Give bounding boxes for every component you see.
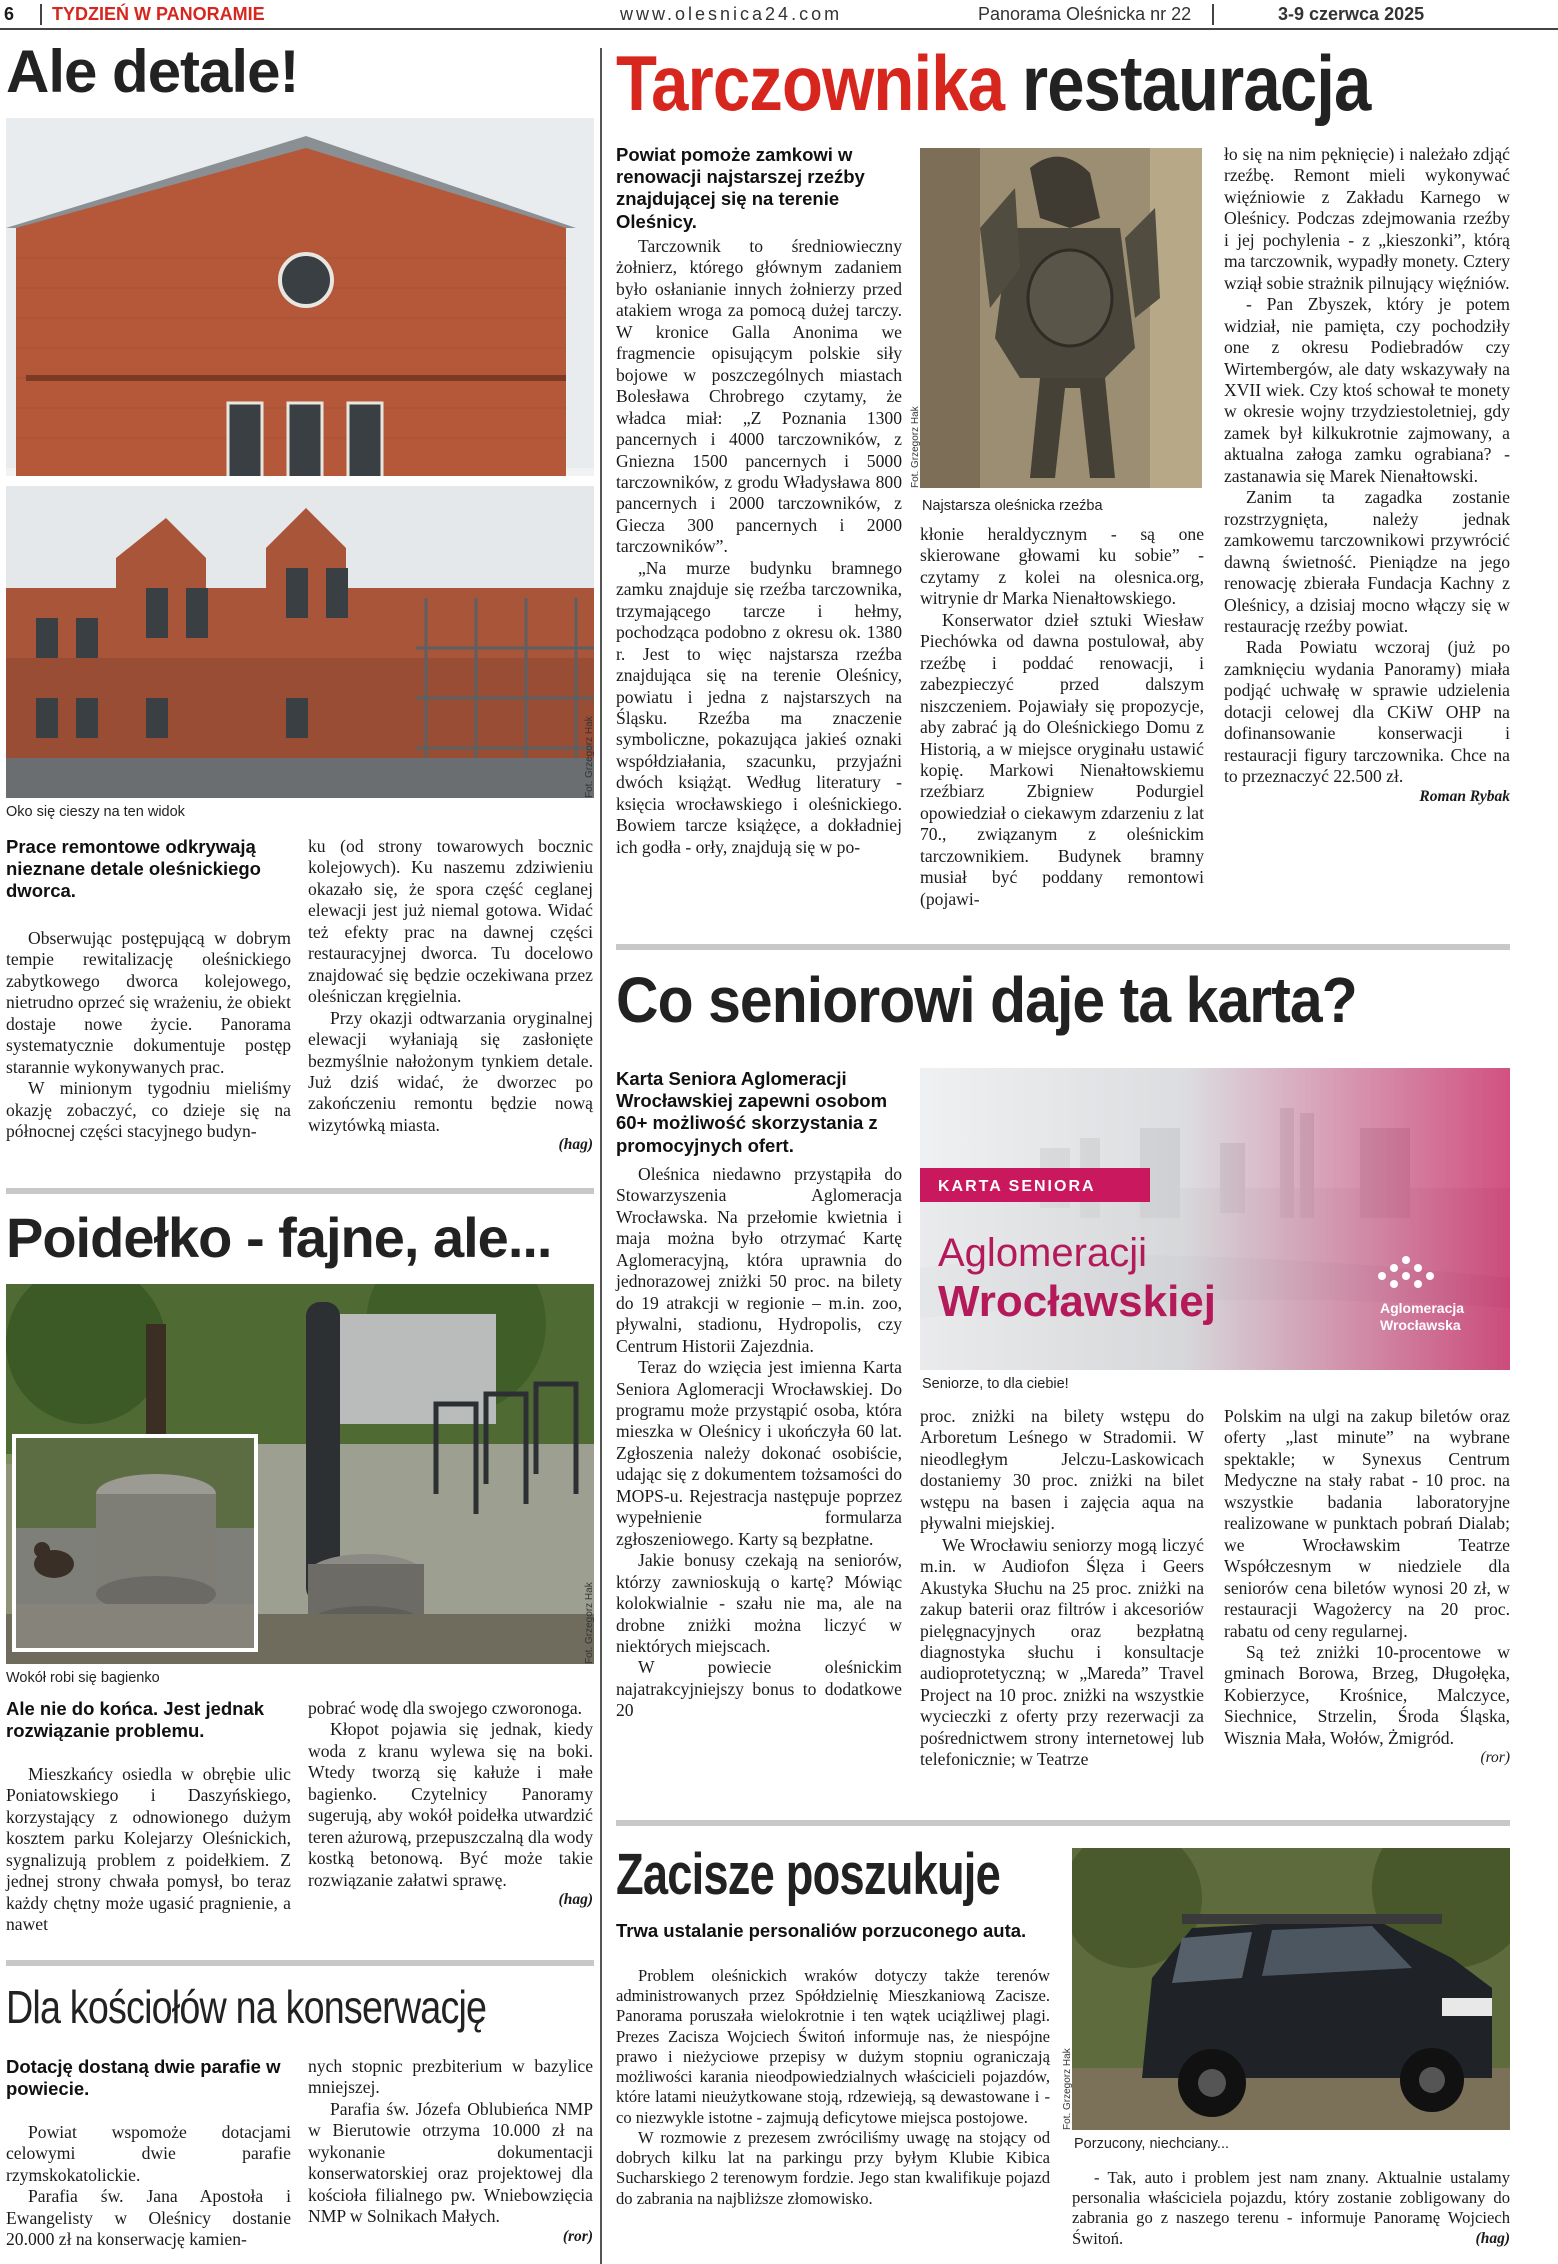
article6-photo-credit: Fot. Grzegorz Hak bbox=[1062, 2048, 1073, 2130]
article5-photo-caption: Seniorze, to dla ciebie! bbox=[922, 1376, 1069, 1392]
paragraph: W powiecie oleśnickim najatrakcyjniejszy bonus to dodatkowe 20 bbox=[616, 1657, 902, 1721]
article5-col2 bbox=[920, 1406, 1204, 1771]
column-divider bbox=[600, 48, 602, 2264]
paragraph: Oleśnica niedawno przystąpiła do Stowarzyszenia Aglomeracja Wrocławska. Na przełomie kwietnia i maja można było otrzymać Kartę Aglomeracyjną, która uprawnia do jednorazowej zniżki 50 proc. na bilety do 19 atrakcji w regionie – m.in. zoo, pływalni, stadionu, Hydropolis, czy Centrum Historii Zajezdnia. bbox=[616, 1164, 902, 1356]
article2-photo-credit: Fot. Grzegorz Hak bbox=[584, 1582, 595, 1664]
banner-logo-line2: Wrocławska bbox=[1380, 1317, 1461, 1333]
article6-signature: (hag) bbox=[1475, 2229, 1510, 2247]
paragraph: ku (od strony towarowych bocznic kolejowych). Ku naszemu zdziwieniu okazało się, że spora część ceglanej elewacji jest już niemal gotowa. Widać też efekty prac na dawnej części restauracyjnej dworca. Tu docelowo znajdować się będzie oczekiwana przez oleśniczan kręgielnia. bbox=[308, 836, 593, 1007]
paragraph: Powiat wspomoże dotacjami celowymi dwie parafie rzymskokatolickie. bbox=[6, 2122, 291, 2185]
article4-photo-caption: Najstarsza oleśnicka rzeźba bbox=[922, 498, 1103, 514]
banner-line2: Wrocławskiej bbox=[938, 1277, 1216, 1326]
paragraph: Mieszkańcy osiedla w obrębie ulic Poniatowskiego i Daszyńskiego, korzystający z odnowionego dużym kosztem parku Kolejarzy Oleśnickich, sygnalizują problem z poidełkiem. Z jednej strony chwała pomysł, bo teraz każdy chętny może ugasić pragnienie, a nawet bbox=[6, 1764, 291, 1935]
paragraph: Rada Powiatu wczoraj (już po zamknięciu wydania Panoramy) miała podjąć uchwałę w sprawie udzielenia dotacji celowej dla CKiW OHP na dofinansowanie konserwacji i restauracji figury tarczownika. Chce na to przeznaczyć 22.500 zł. bbox=[1224, 637, 1510, 787]
paragraph: „Na murze budynku bramnego zamku znajduje się rzeźba tarczownika, trzymającego tarcze i hełmy, pochodząca podobno z okresu ok. 1380 r. Jest to więc najstarsza rzeźba znajdująca się na terenie Oleśnicy, powiatu i jedna z najstarszych na Śląsku. Rzeźba ma znaczenie symboliczne, pokazująca jakieś oznaki współdziałania, szacunku, przyjaźni dwóch książąt. Według literatury - księcia wrocławskiego i oleśnickiego. Bowiem tarcze książęce, a dokładniej ich godła - orły, znajdują się w po- bbox=[616, 557, 902, 857]
article5-title: Co seniorowi daje ta karta? bbox=[616, 964, 1357, 1036]
paragraph: - Tak, auto i problem jest nam znany. Aktualnie ustalamy personalia właściciela pojazdu, który zostanie zobligowany do zabrania go z naszego terenu - informuje Panoramę Wojciech Świtoń. bbox=[1072, 2168, 1510, 2248]
paragraph: Konserwator dzieł sztuki Wiesław Piechówka od dawna postulował, aby rzeźbę i poddać renowacji, i zabezpieczyć przed dalszym niszczeniem. Pojawiały się propozycje, aby zabrać ją do Oleśnickiego Domu z Historią, a w miejsce oryginału ustawić kopię. Markowi Nienałtowskiemu rzeźbiarz Zbigniew Podurgiel opowiedział o ciekawym zdarzeniu z lat 70., związanym z oleśnickim tarczownikiem. Budynek bramny musiał być poddany remontowi (pojawi- bbox=[920, 609, 1204, 909]
article1-lead: Prace remontowe odkrywają nieznane detale oleśnickiego dworca. bbox=[6, 836, 261, 902]
article3-col1 bbox=[6, 2122, 291, 2251]
paragraph: Kłopot pojawia się jednak, kiedy woda z kranu wylewa się na boki. Wtedy tworzą się kałuże i małe bagienko. Czytelnicy Panoramy sugerują, aby wokół poidełka utwardzić teren ażurową, przepuszczalną dla wody kostką betonową. Być może takie rozwiązanie załatwi sprawę. bbox=[308, 1719, 593, 1890]
paragraph: We Wrocławiu seniorzy mogą liczyć m.in. w Audiofon Ślęza i Geers Akustyka Słuchu na 25 proc. zniżki na zakup baterii oraz filtrów i akcesoriów pielęgnacyjnych oraz bezpłatną diagnostyka słuchu i konsultacje audioprotetyczną; w „Mareda” Travel Project na 10 proc. zniżki na wszystkie wycieczki z oferty przy rezerwacji za pośrednictwem strony internetowej lub telefonicznie; w Teatrze bbox=[920, 1534, 1204, 1770]
article4-photo bbox=[920, 148, 1202, 488]
article5-signature: (ror) bbox=[1480, 1749, 1510, 1767]
article2-signature: (hag) bbox=[558, 1891, 593, 1909]
paragraph: nych stopnic prezbiterium w bazylice mniejszej. bbox=[308, 2056, 593, 2098]
paragraph: Parafia św. Jana Apostoła i Ewangelisty w Oleśnicy dostanie 20.000 zł na konserwację kamien- bbox=[6, 2186, 291, 2250]
paragraph: Tarczownik to średniowieczny żołnierz, którego głównym zadaniem było osłanianie innych żołnierzy przed atakiem wroga za pomocą dużej tarczy. W kronice Galla Anonima we fragmencie opisującym polskie siły bojowe w poszczególnych miastach Bolesława Chrobrego czytamy, że władca miał: „Z Poznania 1300 pancernych i 4000 tarczowników, z Gniezna 1500 pancernych i 5000 tarczowników, z grodu Władysława 800 pancernych i 2000 tarczowników, z Giecza 300 pancernych i 2000 tarczowników”. bbox=[616, 236, 902, 557]
site-url[interactable]: www.olesnica24.com bbox=[620, 4, 843, 24]
article1-col2 bbox=[308, 836, 593, 1155]
section-name: TYDZIEŃ W PANORAMIE bbox=[40, 4, 265, 25]
article2-col1 bbox=[6, 1764, 291, 1936]
article4-title bbox=[616, 39, 1371, 127]
article3-col2 bbox=[308, 2056, 593, 2247]
article1-col1 bbox=[6, 928, 291, 1143]
article5-lead: Karta Seniora Aglomeracji Wrocławskiej zapewni osobom 60+ możliwość skorzystania z promocyjnych ofert. bbox=[616, 1068, 888, 1156]
paragraph: W rozmowie z prezesem zwróciliśmy uwagę na stojący od dobrych kilku lat na parkingu przy byłym Klubie Kibica Sucharskiego 2 terenowym fordzie. Jego stan kwalifikuje pojazd do zabrania na najbliższe złomowisko. bbox=[616, 2127, 1050, 2208]
issue-date: 3-9 czerwca 2025 bbox=[1212, 4, 1542, 25]
section-rule bbox=[6, 1188, 594, 1194]
article4-title-red: Tarczownika bbox=[616, 39, 1005, 127]
article2-photo bbox=[6, 1284, 594, 1664]
paragraph: kłonie heraldycznym - są one skierowane głowami ku sobie” - czytamy z kolei na olesnica.org, witrynie dr Marka Nienałtowskiego. bbox=[920, 524, 1204, 609]
article3-title: Dla kościołów na konserwację bbox=[6, 1981, 487, 2033]
paragraph: Teraz do wzięcia jest imienna Karta Seniora Aglomeracji Wrocławskiej. Do programu może przystąpić osoba, która mieszka w Oleśnicy i ukończyła 60 lat. Zgłoszenia należy dokonać osobiście, udając się z dokumentem tożsamości do MOPS-u. Rejestracja następuje poprzez wypełnienie formularza zgłoszeniowego. Karty są bezpłatne. bbox=[616, 1357, 902, 1549]
article6-title: Zacisze poszukuje bbox=[616, 1842, 1000, 1907]
banner-line1: Aglomeracji bbox=[938, 1231, 1147, 1275]
article4-signature: Roman Rybak bbox=[1419, 787, 1510, 805]
article5-col1 bbox=[616, 1164, 902, 1722]
paragraph: Obserwując postępującą w dobrym tempie rewitalizację oleśnickiego zabytkowego dworca kolejowego, nietrudno oprzeć się wrażeniu, że obiekt dostaje nowe życie. Panorama systematycznie dokumentuje postęp starannie wykonywanych prac. bbox=[6, 928, 291, 1077]
paragraph: Są też zniżki 10-procentowe w gminach Borowa, Brzeg, Długołęka, Kobierzyce, Krośnice, Malczyce, Siechnice, Strzelin, Środa Śląska, Wisznia Mała, Wołów, Żmigród. bbox=[1224, 1641, 1510, 1748]
paragraph: - Pan Zbyszek, który je potem widział, nie pamięta, czy pochodziły one z okresu Podiebradów czy Wirtembergów, ale daty wskazywały na XVII wiek. Czy ktoś schował te monety w okresie wojny trzydziestoletniej, gdy zamek był kilkukrotnie zajmowany, a aktualna załoga zamku ograbiana? - zastanawia się Marek Nienałtowski. bbox=[1224, 294, 1510, 486]
article4-lead: Powiat pomoże zamkowi w renowacji najstarszej rzeźby znajdującej się na terenie Oleśnicy. bbox=[616, 144, 865, 232]
article1-photo bbox=[6, 118, 594, 798]
article2-title: Poidełko - fajne, ale... bbox=[6, 1206, 552, 1269]
issue-label: Panorama Oleśnicka nr 22 bbox=[978, 4, 1192, 24]
paragraph: ło się na nim pęknięcie) i należało zdjąć rzeźbę. Remont mieli wykonywać więźniowie z Zakładu Karnego w Oleśnicy. Podczas zdejmowania rzeźby i jej pochylenia - z „kieszonki”, którą ma tarczownik, wypadły monety. Cztery wziął sobie strażnik pilnujący więźniów. bbox=[1224, 144, 1510, 293]
article6-col2 bbox=[1072, 2168, 1510, 2249]
article6-col1 bbox=[616, 1966, 1050, 2209]
article5-col3 bbox=[1224, 1406, 1510, 1768]
section-rule bbox=[616, 944, 1510, 950]
article1-photo-caption: Oko się cieszy na ten widok bbox=[6, 804, 185, 820]
article4-col2 bbox=[920, 524, 1204, 910]
paragraph: Problem oleśnickich wraków dotyczy także terenów administrowanych przez Spółdzielnię Mieszkaniową Zacisze. Panorama poruszała wielokrotnie i ten wątek uciążliwej plagi. Prezes Zacisza Wojciech Świtoń informuje nas, że niespójne prawo i nieżyciowe przepisy w dużym stopniu ograniczają możliwości karania nieodpowiedzialnych właścicieli pojazdów, które latami nieużytkowane stoją, rdzewieją, są dewastowane i - co niezwykle istotne - zajmują deficytowe miejsca postojowe. bbox=[616, 1966, 1050, 2127]
paragraph: Jakie bonusy czekają na seniorów, którzy zawnioskują o kartę? Mówiąc kolokwialnie - szału nie ma, ale na drobne zniżki można liczyć w niektórych miejscach. bbox=[616, 1550, 902, 1656]
article4-title-rest: restauracja bbox=[1021, 39, 1371, 127]
article1-signature: (hag) bbox=[558, 1136, 593, 1154]
article4-col3 bbox=[1224, 144, 1510, 807]
paragraph: Przy okazji odtwarzania oryginalnej elewacji wyłaniają się zasłonięte bezmyślnie nałożonym tynkiem detale. Już dziś widać, że dworzec po zakończeniu remontu będzie nową wizytówką miasta. bbox=[308, 1007, 593, 1135]
page-header bbox=[0, 0, 1558, 30]
paragraph: Polskim na ulgi na zakup biletów oraz oferty „last minute” na wybrane spektakle; w Synexus Centrum Medyczne na stały rabat - 10 proc. na wszystkie badania laboratoryjne realizowane w punktach pobrań Dialab; we Wrocławskim Teatrze Współczesnym w niedziele dla seniorów cena biletów wynosi 20 zł, w restauracji Wagożercy na 20 proc. rabatu od ceny regularnej. bbox=[1224, 1406, 1510, 1641]
paragraph: pobrać wodę dla swojego czworonoga. bbox=[308, 1698, 583, 1718]
article4-col1 bbox=[616, 236, 902, 858]
section-rule bbox=[616, 1820, 1510, 1826]
article3-signature: (ror) bbox=[562, 2227, 593, 2245]
article1-photo-credit: Fot. Grzegorz Hak bbox=[584, 716, 595, 798]
banner-logo-line1: Aglomeracja bbox=[1380, 1300, 1465, 1316]
article4-photo-credit: Fot. Grzegorz Hak bbox=[910, 406, 921, 488]
banner-badge-text: KARTA SENIORA bbox=[938, 1178, 1096, 1195]
article2-col2 bbox=[308, 1698, 593, 1910]
paragraph: W minionym tygodniu mieliśmy okazję zobaczyć, co dzieje się na północnej części stacyjnego budyn- bbox=[6, 1078, 291, 1142]
page-number: 6 bbox=[4, 4, 15, 24]
paragraph: Zanim ta zagadka zostanie rozstrzygnięta, należy jednak zamkowemu tarczownikowi przywrócić dawną świetność. Pieniądze na jego renowację zbierała Fundacja Kachny z Oleśnicy, a dzisiaj mocno włączy się w restaurację rzeźby powiat. bbox=[1224, 487, 1510, 636]
paragraph: proc. zniżki na bilety wstępu do Arboretum Leśnego w Stradomii. W nieodległym Jelczu-Laskowicach dostaniemy 30 proc. zniżki na bilet wstępu na basen i zajęcia aqua na pływalni miejskiej. bbox=[920, 1406, 1204, 1534]
article3-lead: Dotację dostaną dwie parafie w powiecie. bbox=[6, 2056, 281, 2100]
article2-lead: Ale nie do końca. Jest jednak rozwiązanie problemu. bbox=[6, 1698, 265, 1742]
paragraph: Parafia św. Józefa Oblubieńca NMP w Bierutowie otrzyma 10.000 zł na wykonanie dokumentacji konserwatorskiej oraz projektowej dla kościoła filialnego pw. Wniebowzięcia NMP w Solnikach Małych. bbox=[308, 2098, 593, 2227]
article1-title: Ale detale! bbox=[6, 38, 299, 105]
article5-banner bbox=[920, 1068, 1510, 1370]
article6-photo-caption: Porzucony, niechciany... bbox=[1074, 2136, 1230, 2152]
article6-lead: Trwa ustalanie personaliów porzuconego auta. bbox=[616, 1920, 1027, 1941]
article6-photo bbox=[1072, 1848, 1510, 2130]
section-rule bbox=[6, 1960, 594, 1966]
article2-photo-caption: Wokół robi się bagienko bbox=[6, 1670, 160, 1686]
